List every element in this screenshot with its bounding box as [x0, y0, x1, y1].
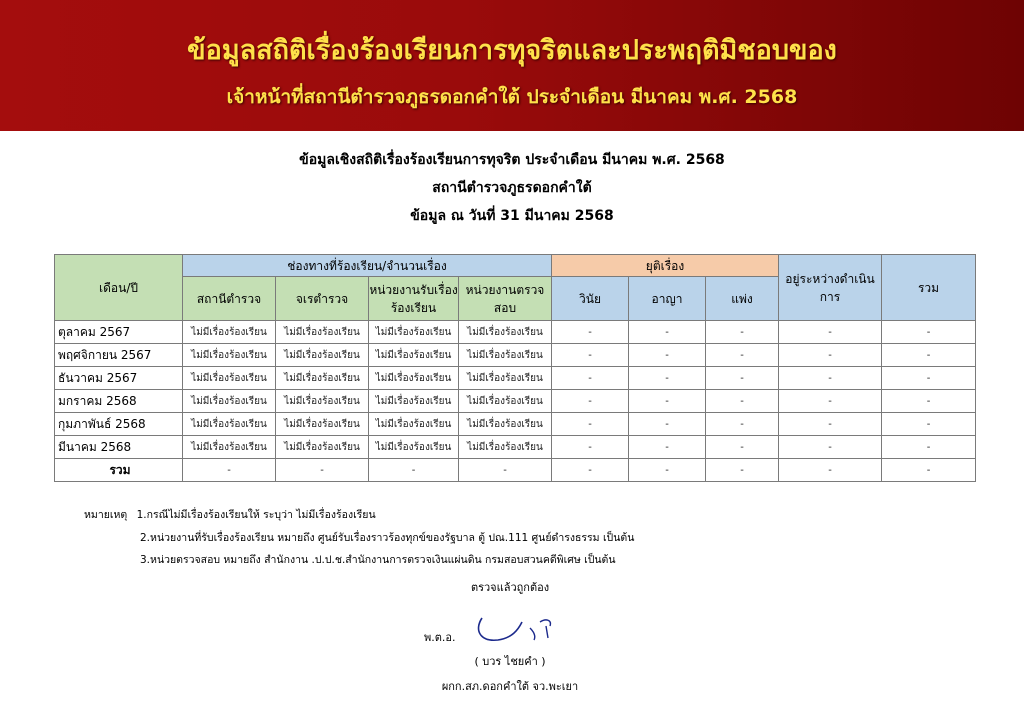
banner-title-line1: ข้อมูลสถิติเรื่องร้องเรียนการทุจริตและประพฤติมิชอบของ [187, 35, 837, 66]
table-cell: - [706, 367, 779, 390]
table-cell: ไม่มีเรื่องร้องเรียน [276, 321, 369, 344]
notes-prefix: หมายเหตุ [84, 509, 128, 521]
header-month: เดือน/ปี [55, 255, 183, 321]
table-cell: - [882, 459, 976, 482]
table-cell: ไม่มีเรื่องร้องเรียน [369, 390, 459, 413]
table-cell: - [706, 459, 779, 482]
table-row [55, 367, 976, 390]
table-cell: - [882, 390, 976, 413]
table-cell: - [629, 413, 706, 436]
table-cell: - [552, 436, 629, 459]
table-cell: - [629, 390, 706, 413]
signer-name: ( บวร ไชยคำ ) [474, 655, 546, 668]
table-cell: - [552, 390, 629, 413]
banner-title-line2: เจ้าหน้าที่สถานีตำรวจภูธรดอกคำใต้ ประจำเดือน มีนาคม พ.ศ. 2568 [226, 86, 798, 108]
table-cell: ไม่มีเรื่องร้องเรียน [459, 367, 552, 390]
note-item: 2.หน่วยงานที่รับเรื่องร้องเรียน หมายถึง ศูนย์รับเรื่องราวร้องทุกข์ของรัฐบาล ตู้ ปณ.111 ศูนย์ดำรงธรรม เป็นต้น [140, 532, 635, 544]
table-row [55, 321, 976, 344]
month-cell: กุมภาพันธ์ 2568 [55, 413, 183, 436]
table-cell: ไม่มีเรื่องร้องเรียน [459, 344, 552, 367]
header-channel-inspector: จเรตำรวจ [276, 277, 369, 321]
signer-position: ผกก.สภ.ดอกคำใต้ จว.พะเยา [441, 680, 579, 693]
table-cell: - [779, 344, 882, 367]
table-row [55, 436, 976, 459]
table-cell: - [882, 344, 976, 367]
header-closed-group: ยุติเรื่อง [552, 255, 779, 277]
header-closed-civil: แพ่ง [706, 277, 779, 321]
table-cell: - [552, 459, 629, 482]
table-cell: - [552, 367, 629, 390]
table-cell: ไม่มีเรื่องร้องเรียน [459, 413, 552, 436]
table-cell: ไม่มีเรื่องร้องเรียน [369, 367, 459, 390]
signer-rank: พ.ต.อ. [424, 631, 456, 644]
table-cell: - [276, 459, 369, 482]
header-in-progress: อยู่ระหว่างดำเนินการ [779, 255, 882, 321]
table-cell: - [779, 413, 882, 436]
table-cell: - [552, 321, 629, 344]
table-cell: - [629, 344, 706, 367]
table-cell: - [779, 390, 882, 413]
table-cell: ไม่มีเรื่องร้องเรียน [276, 436, 369, 459]
table-cell: - [882, 367, 976, 390]
header-channel-police-station: สถานีตำรวจ [183, 277, 276, 321]
month-cell: ตุลาคม 2567 [55, 321, 183, 344]
table-cell: ไม่มีเรื่องร้องเรียน [369, 321, 459, 344]
table-cell: ไม่มีเรื่องร้องเรียน [276, 367, 369, 390]
table-cell: - [629, 367, 706, 390]
table-cell: ไม่มีเรื่องร้องเรียน [369, 436, 459, 459]
total-row [55, 459, 976, 482]
table-cell: - [369, 459, 459, 482]
table-cell: - [779, 367, 882, 390]
table-cell: ไม่มีเรื่องร้องเรียน [183, 367, 276, 390]
header-channels-group: ช่องทางที่ร้องเรียน/จำนวนเรื่อง [183, 255, 552, 277]
table-cell: ไม่มีเรื่องร้องเรียน [276, 390, 369, 413]
table-cell: - [882, 413, 976, 436]
table-cell: ไม่มีเรื่องร้องเรียน [459, 390, 552, 413]
table-cell: - [183, 459, 276, 482]
month-cell: ธันวาคม 2567 [55, 367, 183, 390]
month-cell: มีนาคม 2568 [55, 436, 183, 459]
table-row [55, 413, 976, 436]
handwritten-signature [470, 612, 560, 648]
table-cell: - [706, 390, 779, 413]
heading-line1: ข้อมูลเชิงสถิติเรื่องร้องเรียนการทุจริต ประจำเดือน มีนาคม พ.ศ. 2568 [299, 152, 725, 168]
month-cell: มกราคม 2568 [55, 390, 183, 413]
table-cell: ไม่มีเรื่องร้องเรียน [183, 321, 276, 344]
table-cell: - [882, 436, 976, 459]
title-banner [0, 0, 1024, 131]
table-cell: - [629, 321, 706, 344]
table-row [55, 344, 976, 367]
table-cell: - [779, 436, 882, 459]
table-cell: - [706, 413, 779, 436]
note-item: 1.กรณีไม่มีเรื่องร้องเรียนให้ ระบุว่า ไม่มีเรื่องร้องเรียน [136, 509, 376, 521]
table-cell: ไม่มีเรื่องร้องเรียน [369, 344, 459, 367]
table-cell: ไม่มีเรื่องร้องเรียน [276, 413, 369, 436]
table-cell: - [552, 413, 629, 436]
heading-line2: สถานีตำรวจภูธรดอกคำใต้ [432, 180, 592, 196]
header-channel-receiving-agency: หน่วยงานรับเรื่องร้องเรียน [369, 277, 459, 321]
table-cell: - [459, 459, 552, 482]
report-heading [0, 146, 1024, 230]
certify-text: ตรวจแล้วถูกต้อง [470, 581, 550, 594]
table-cell: ไม่มีเรื่องร้องเรียน [459, 436, 552, 459]
table-cell: ไม่มีเรื่องร้องเรียน [183, 413, 276, 436]
table-cell: ไม่มีเรื่องร้องเรียน [276, 344, 369, 367]
table-cell: - [629, 459, 706, 482]
complaint-statistics-table [54, 254, 976, 482]
header-total: รวม [882, 255, 976, 321]
header-closed-discipline: วินัย [552, 277, 629, 321]
table-cell: - [706, 321, 779, 344]
table-cell: - [552, 344, 629, 367]
header-channel-audit-agency: หน่วยงานตรวจสอบ [459, 277, 552, 321]
heading-line3: ข้อมูล ณ วันที่ 31 มีนาคม 2568 [410, 208, 614, 224]
note-item: 3.หน่วยตรวจสอบ หมายถึง สำนักงาน .ป.ป.ช.สำนักงานการตรวจเงินแผ่นดิน กรมสอบสวนคดีพิเศษ เป็นต้น [140, 554, 616, 566]
table-cell: ไม่มีเรื่องร้องเรียน [459, 321, 552, 344]
table-cell: ไม่มีเรื่องร้องเรียน [369, 413, 459, 436]
table-cell: - [629, 436, 706, 459]
table-cell: - [706, 344, 779, 367]
header-closed-criminal: อาญา [629, 277, 706, 321]
table-cell: ไม่มีเรื่องร้องเรียน [183, 344, 276, 367]
table-cell: - [779, 321, 882, 344]
table-cell: ไม่มีเรื่องร้องเรียน [183, 436, 276, 459]
table-cell: ไม่มีเรื่องร้องเรียน [183, 390, 276, 413]
total-label: รวม [55, 459, 183, 482]
month-cell: พฤศจิกายน 2567 [55, 344, 183, 367]
table-cell: - [779, 459, 882, 482]
table-cell: - [706, 436, 779, 459]
table-cell: - [882, 321, 976, 344]
table-row [55, 390, 976, 413]
